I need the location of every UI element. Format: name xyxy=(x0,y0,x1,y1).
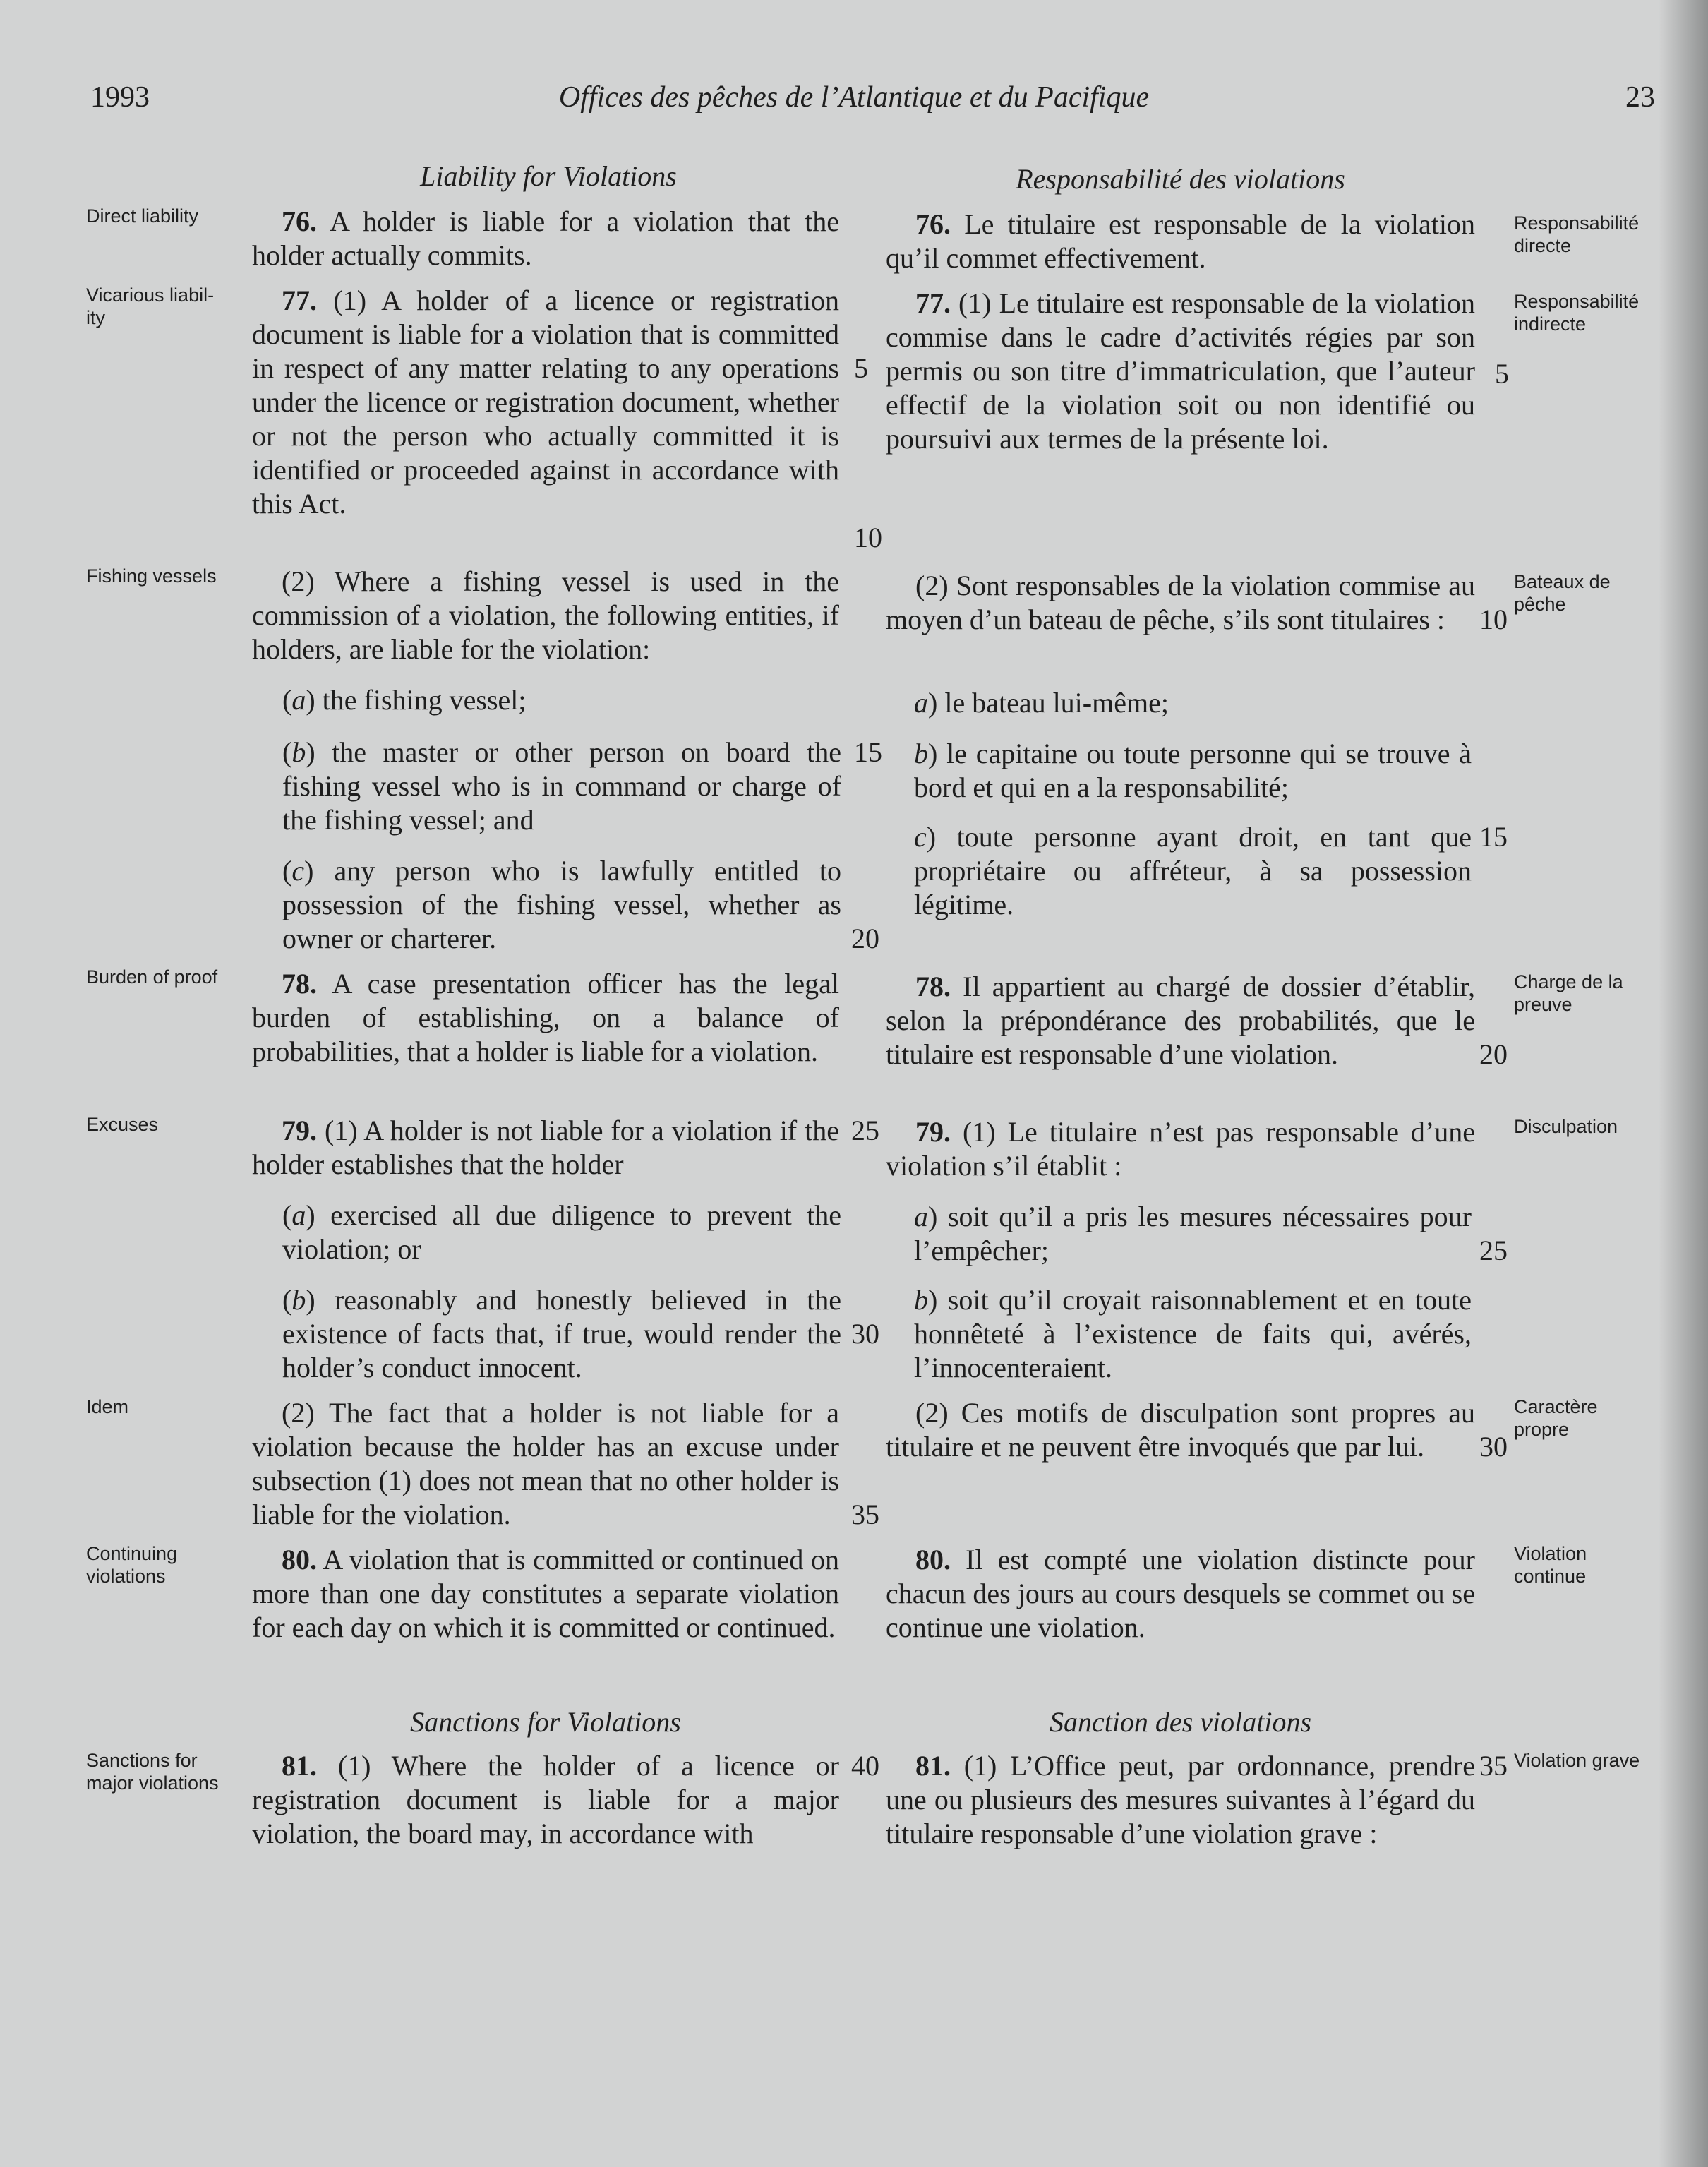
fr-para-77-a: a) le bateau lui-même; xyxy=(914,687,1169,719)
en-s79-number: 79. xyxy=(282,1115,317,1146)
fr-s81-number: 81. xyxy=(915,1750,951,1782)
margin-note-bateaux-de-peche: Bateaux de pêche xyxy=(1514,571,1611,615)
header-page-number: 23 xyxy=(1625,81,1655,114)
margin-note-direct-liability: Direct liability xyxy=(86,205,199,227)
fr-79-a-text: soit qu’il a pris les mesures nécessaires pour l’empêcher; xyxy=(914,1201,1472,1266)
fr-s79-1-text: (1) Le titulaire n’est pas responsable d’une violation s’il établit : xyxy=(886,1116,1476,1182)
fr-section-79-2 xyxy=(886,1396,1475,1464)
fr-line-number-30: 30 xyxy=(1479,1431,1508,1463)
margin-note-responsabilite-directe: Responsabilité directe xyxy=(1514,212,1640,256)
fr-79-b-label: b xyxy=(914,1284,928,1316)
fr-s80-text: Il est compté une violation distincte pour chacun des jours au cours desquels se commet ou se continue une violation. xyxy=(886,1544,1475,1643)
fr-77-b-text: le capitaine ou toute personne qui se trouve à bord et qui en a la responsabilité; xyxy=(914,738,1472,803)
en-para-77-c: (c) any person who is lawfully entitled to possession of the fishing vessel, whether as owner or charterer. xyxy=(282,855,841,954)
en-s80-text: A violation that is committed or continued on more than one day constitutes a separate violation for each day on which it is committed or continued. xyxy=(252,1544,839,1643)
heading-en-liability: Liability for Violations xyxy=(420,160,677,192)
en-77-a-text: the fishing vessel; xyxy=(322,684,527,716)
fr-para-77-b: b) le capitaine ou toute personne qui se trouve à bord et qui en a la responsabilité; xyxy=(914,738,1472,803)
en-s77-number: 77. xyxy=(282,284,317,316)
en-s77-2-text: (2) Where a fishing vessel is used in the commission of a violation, the following entities, if holders, are liable for the violation: xyxy=(252,565,839,665)
en-section-81-1 xyxy=(252,1749,839,1851)
en-section-77-1 xyxy=(252,284,839,521)
fr-77-b-label: b xyxy=(914,738,928,769)
fr-section-77-1 xyxy=(886,287,1475,456)
margin-note-burden-of-proof: Burden of proof xyxy=(86,966,218,988)
fr-line-number-10: 10 xyxy=(1479,604,1508,635)
header-title: Offices des pêches de l’Atlantique et du Pacifique xyxy=(558,81,1150,114)
en-77-b-label: b xyxy=(291,736,306,768)
en-79-b-label: b xyxy=(291,1284,306,1316)
fr-section-78 xyxy=(886,970,1475,1072)
en-section-79-2 xyxy=(252,1396,839,1532)
en-line-number-40: 40 xyxy=(851,1750,879,1782)
fr-77-c-label: c xyxy=(914,821,927,853)
fr-s76-text: Le titulaire est responsable de la violation qu’il commet effectivement. xyxy=(886,208,1476,274)
en-line-number-30: 30 xyxy=(851,1318,879,1350)
heading-fr-liability: Responsabilité des violations xyxy=(1016,163,1345,195)
fr-s80-number: 80. xyxy=(915,1544,951,1575)
fr-s79-number: 79. xyxy=(915,1116,951,1148)
fr-77-c-text: toute personne ayant droit, en tant que propriétaire ou affréteur, à sa possession légitime. xyxy=(914,821,1472,920)
fr-s77-1-text: (1) Le titulaire est responsable de la violation commise dans le cadre d’activités régies par son permis ou son titre d’immatriculation, que l’auteur effectif de la violation soit ou non identifié ou poursuivi aux termes de la présente loi. xyxy=(886,287,1476,455)
fr-77-a-label: a xyxy=(914,687,928,719)
margin-note-vicarious-liability: Vicarious liabil- ity xyxy=(86,284,215,328)
en-para-79-b: (b) reasonably and honestly believed in the existence of facts that, if true, would render the holder’s conduct innocent. xyxy=(282,1284,841,1383)
fr-79-b-text: soit qu’il croyait raisonnablement et en toute honnêteté à l’existence de faits qui, avérés, l’innocenteraient. xyxy=(914,1284,1472,1383)
fr-section-79-1 xyxy=(886,1115,1475,1183)
en-s77-1-text: (1) A holder of a licence or registration document is liable for a violation that is committed in respect of any matter relating to any operations under the licence or registration document, whether or not the person who actually committed it is identified or proceeded against in accordance with this Act. xyxy=(252,284,840,520)
fr-para-79-b: b) soit qu’il croyait raisonnablement et en toute honnêteté à l’existence de faits qui, avérés, l’innocenteraient. xyxy=(914,1284,1472,1383)
en-line-number-20: 20 xyxy=(851,923,879,954)
en-s78-number: 78. xyxy=(282,968,317,1000)
en-para-77-b: (b) the master or other person on board the fishing vessel who is in command or charge of the fishing vessel; and xyxy=(282,736,841,836)
en-77-a-label: a xyxy=(291,684,306,716)
en-line-number-25: 25 xyxy=(851,1115,879,1146)
en-s76-text: A holder is liable for a violation that the holder actually commits. xyxy=(252,205,840,271)
fr-77-a-text: le bateau lui-même; xyxy=(944,687,1169,719)
heading-fr-sanctions: Sanction des violations xyxy=(1049,1706,1312,1738)
en-s81-number: 81. xyxy=(282,1750,317,1782)
en-s78-text: A case presentation officer has the legal burden of establishing, on a balance of probabilities, that a holder is liable for a violation. xyxy=(252,968,840,1067)
header-year: 1993 xyxy=(90,81,150,114)
fr-para-79-a: a) soit qu’il a pris les mesures nécessaires pour l’empêcher; xyxy=(914,1201,1472,1266)
fr-s81-1-text: (1) L’Office peut, par ordonnance, prendre une ou plusieurs des mesures suivantes à l’égard du titulaire responsable d’une violation grave : xyxy=(886,1750,1475,1849)
page-edge-shadow xyxy=(1659,0,1708,2167)
margin-note-excuses: Excuses xyxy=(86,1114,159,1135)
en-line-number-15: 15 xyxy=(854,736,882,768)
en-section-80 xyxy=(252,1543,839,1645)
fr-line-number-35: 35 xyxy=(1479,1750,1508,1782)
en-s79-1-text: (1) A holder is not liable for a violation if the holder establishes that the holder xyxy=(252,1115,840,1180)
fr-section-76 xyxy=(886,208,1475,275)
en-77-b-text: the master or other person on board the fishing vessel who is in command or charge of the fishing vessel; and xyxy=(282,736,841,836)
en-para-77-a: (a) the fishing vessel; xyxy=(282,684,527,716)
margin-note-charge-de-la-preuve: Charge de la preuve xyxy=(1514,971,1623,1015)
margin-note-continuing-violations: Continuing violations xyxy=(86,1543,178,1587)
fr-s78-text: Il appartient au chargé de dossier d’établir, selon la prépondérance des probabilités, que le titulaire est responsable d’une violation. xyxy=(886,971,1475,1070)
margin-note-violation-continue: Violation continue xyxy=(1514,1543,1587,1587)
fr-para-77-c: c) toute personne ayant droit, en tant que propriétaire ou affréteur, à sa possession légitime. xyxy=(914,821,1472,920)
fr-section-81-1 xyxy=(886,1749,1475,1851)
fr-line-number-20: 20 xyxy=(1479,1038,1508,1070)
en-section-78 xyxy=(252,967,839,1069)
en-para-79-a: (a) exercised all due diligence to prevent the violation; or xyxy=(282,1199,841,1265)
margin-note-sanctions-major: Sanctions for major violations xyxy=(86,1750,219,1794)
fr-s76-number: 76. xyxy=(915,208,951,240)
fr-s78-number: 78. xyxy=(915,971,951,1002)
fr-s77-number: 77. xyxy=(915,287,951,319)
fr-line-number-5: 5 xyxy=(1495,358,1509,390)
fr-section-77-2 xyxy=(886,569,1475,637)
fr-line-number-25: 25 xyxy=(1479,1235,1508,1266)
fr-section-80 xyxy=(886,1543,1475,1645)
en-section-77-2 xyxy=(252,565,839,666)
heading-en-sanctions: Sanctions for Violations xyxy=(410,1706,681,1738)
margin-note-violation-grave: Violation grave xyxy=(1514,1750,1640,1771)
en-79-b-text: reasonably and honestly believed in the existence of facts that, if true, would render the holder’s conduct innocent. xyxy=(282,1284,841,1383)
margin-note-caractere-propre: Caractère propre xyxy=(1514,1396,1598,1440)
en-77-c-label: c xyxy=(291,855,305,887)
en-section-79-1 xyxy=(252,1114,839,1182)
en-line-number-5: 5 xyxy=(854,352,868,384)
en-s80-number: 80. xyxy=(282,1544,317,1575)
fr-s77-2-text: (2) Sont responsables de la violation commise au moyen d’un bateau de pêche, s’ils sont titulaires : xyxy=(886,570,1475,635)
en-79-a-text: exercised all due diligence to prevent the violation; or xyxy=(282,1199,841,1265)
margin-note-responsabilite-indirecte: Responsabilité indirecte xyxy=(1514,291,1640,335)
margin-note-disculpation: Disculpation xyxy=(1514,1116,1618,1137)
en-77-c-text: any person who is lawfully entitled to possession of the fishing vessel, whether as owner or charterer. xyxy=(282,855,841,954)
margin-note-fishing-vessels: Fishing vessels xyxy=(86,565,217,587)
fr-line-number-15: 15 xyxy=(1479,821,1508,853)
margin-note-idem: Idem xyxy=(86,1396,129,1417)
en-79-a-label: a xyxy=(291,1199,306,1231)
en-line-number-35: 35 xyxy=(851,1499,879,1530)
en-s79-2-text: (2) The fact that a holder is not liable for a violation because the holder has an excuse under subsection (1) does not mean that no other holder is liable for the violation. xyxy=(252,1397,839,1530)
en-s76-number: 76. xyxy=(282,205,317,237)
en-line-number-10: 10 xyxy=(854,522,882,553)
en-section-76 xyxy=(252,205,839,272)
fr-79-a-label: a xyxy=(914,1201,928,1232)
en-s81-1-text: (1) Where the holder of a licence or registration document is liable for a major violation, the board may, in accordance with xyxy=(252,1750,839,1849)
fr-s79-2-text: (2) Ces motifs de disculpation sont propres au titulaire et ne peuvent être invoqués que par lui. xyxy=(886,1397,1475,1463)
